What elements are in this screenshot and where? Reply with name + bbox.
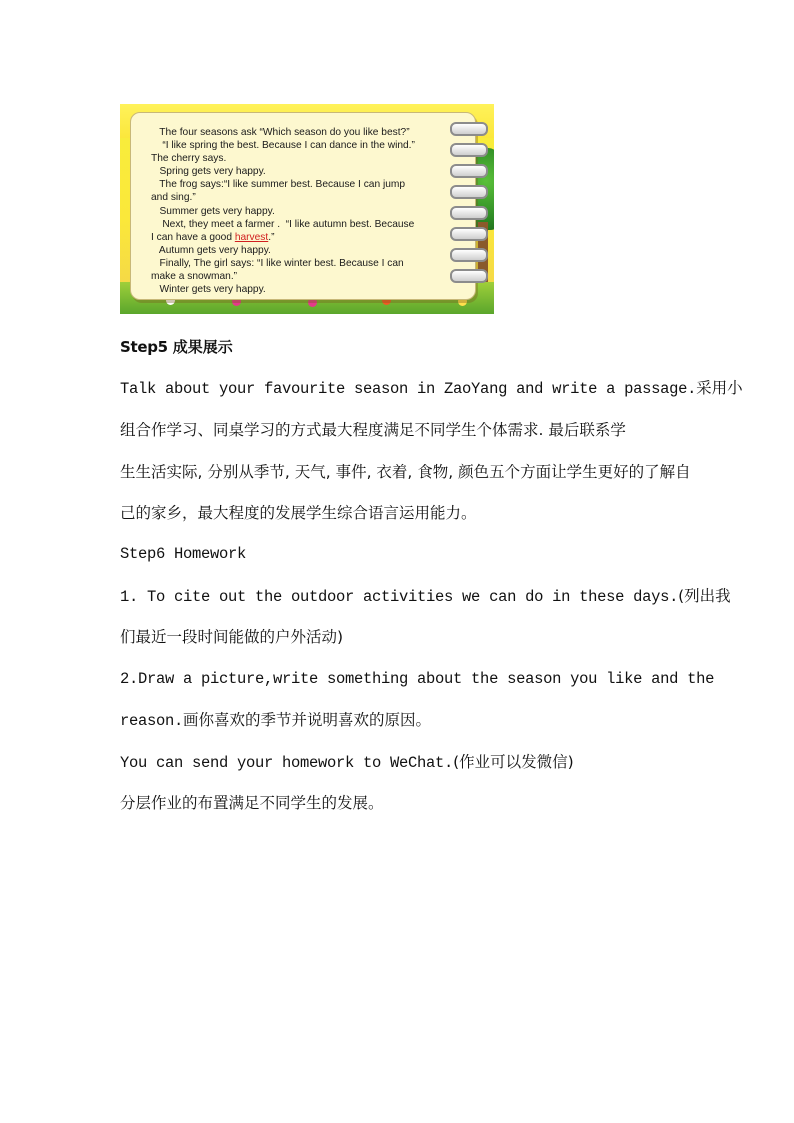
highlight-word: harvest (234, 231, 269, 243)
closing-note: 分层作业的布置满足不同学生的发展。 (120, 794, 384, 812)
homework-item-2: 2.Draw a picture,write something about the season you like and the (120, 670, 715, 688)
notebook-rings (450, 122, 494, 292)
story-text: The four seasons ask “Which season do you like best?” “I like spring the best. Because I can dance in the wind.” The cherry says. Spring gets very happy. The frog says:“I like summer best. Because I can jump and sing.” Summer gets very happy. Next, they meet a farmer . “I like autumn best. Because I can have a good harvest.” Autumn gets very happy. Finally, The girl says: “I like winter best. Because I can make a snowman.” Winter gets very happy. (151, 127, 415, 296)
homework-item-2-continued: reason.画你喜欢的季节并说明喜欢的原因。 (120, 711, 432, 730)
step5-paragraph-line-2: 组合作学习、同桌学习的方式最大程度满足不同学生个体需求. 最后联系学 (120, 421, 626, 439)
homework-item-1: 1. To cite out the outdoor activities we can do in these days.(列出我 (120, 587, 731, 606)
step6-heading: Step6 Homework (120, 545, 247, 563)
step5-paragraph-line-4: 己的家乡，最大程度的发展学生综合语言运用能力。 (120, 504, 477, 522)
step5-paragraph-line-3: 生生活实际, 分别从季节, 天气, 事件, 衣着, 食物, 颜色五个方面让学生更好的了解自 (120, 463, 691, 481)
step5-heading: Step5 成果展示 (120, 338, 233, 356)
step5-paragraph-line-1: Talk about your favourite season in ZaoYang and write a passage.采用小 (120, 379, 743, 398)
homework-item-1-continued: 们最近一段时间能做的户外活动) (120, 628, 344, 646)
story-illustration (120, 104, 494, 314)
notebook-page (130, 112, 476, 300)
homework-send-note: You can send your homework to WeChat.(作业可以发微信) (120, 753, 574, 772)
